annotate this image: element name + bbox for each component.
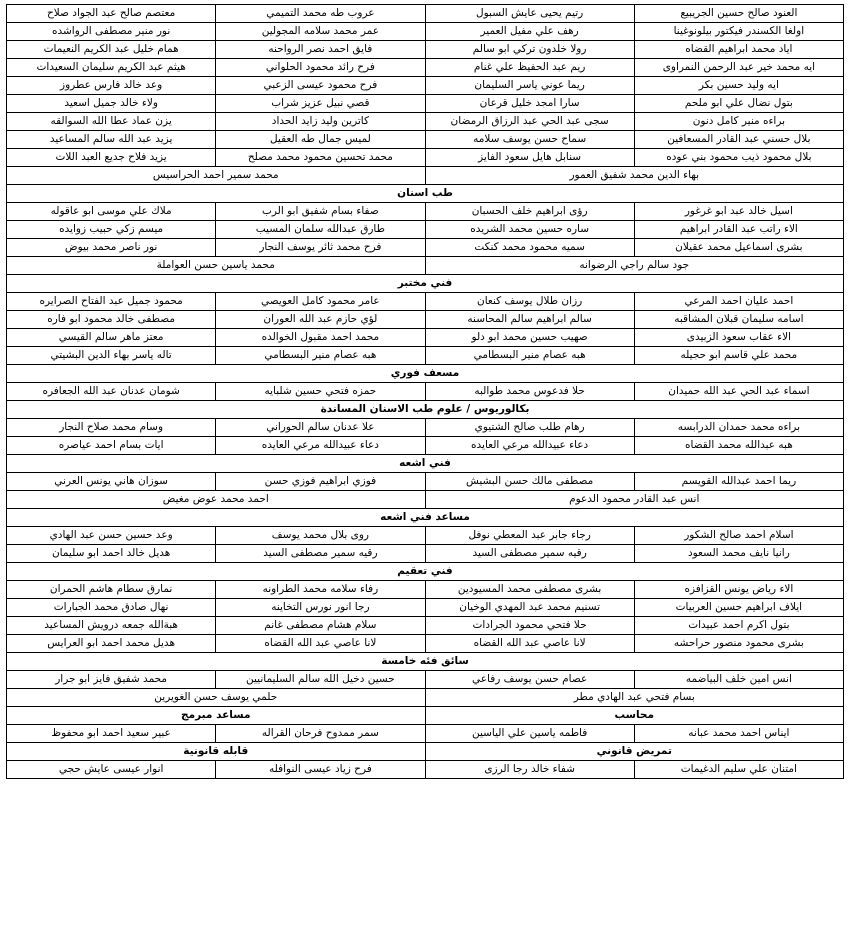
name-cell: ايناس احمد محمد عبانه [634,725,843,743]
table-row [7,113,844,131]
table-row [7,239,844,257]
table-row [7,185,844,203]
name-cell: محمود جميل عبد الفتاح الصرايره [7,293,216,311]
name-cell: سماح حسن يوسف سلامه [425,131,634,149]
name-cell: حلمي يوسف حسن الغويرين [7,689,426,707]
name-cell: اسماء عبد الحي عبد الله حميدان [634,383,843,401]
table-row [7,275,844,293]
table-row [7,725,844,743]
name-cell: وسام محمد صلاح النجار [7,419,216,437]
name-cell: شفاء خالد رجا الرزى [425,761,634,779]
section-header: فني اشعه [7,455,844,473]
section-header: محاسب [425,707,844,725]
name-cell: الاء راتب عبد القادر ابراهيم [634,221,843,239]
name-cell: صفاء بسام شفيق ابو الرب [216,203,425,221]
name-cell: لميس جمال طه العقيل [216,131,425,149]
name-cell: دعاء عبيدالله مرعي العايده [216,437,425,455]
table-row [7,617,844,635]
name-cell: هبه عصام منير البسطامي [425,347,634,365]
name-cell: عمر محمد سلامه المجولين [216,23,425,41]
table-row [7,491,844,509]
table-row [7,41,844,59]
name-cell: حمزه فتحي حسين شلبايه [216,383,425,401]
name-cell: اسامه سليمان قبلان المشاقبه [634,311,843,329]
table-row [7,599,844,617]
table-row [7,545,844,563]
name-cell: سوزان هاني يونس العرني [7,473,216,491]
name-cell: عامر محمود كامل العويصي [216,293,425,311]
name-cell: بتول اكرم احمد عبيدات [634,617,843,635]
name-cell: ايه وليد حسين بكر [634,77,843,95]
name-cell: اسيل خالد عبد ابو غرغور [634,203,843,221]
name-cell: يزيد عبد الله سالم المساعيد [7,131,216,149]
name-cell: العنود صالح حسين الجريبيع [634,5,843,23]
name-cell: رزان طلال يوسف كنعان [425,293,634,311]
name-cell: هبه عبدالله محمد القضاه [634,437,843,455]
name-cell: انس امين خلف البياضمه [634,671,843,689]
name-cell: حلا فتحي محمود الجرادات [425,617,634,635]
table-row [7,509,844,527]
table-row [7,329,844,347]
name-cell: فرح رائد محمود الحلواني [216,59,425,77]
name-cell: محمد علي قاسم ابو حجيله [634,347,843,365]
name-cell: هيثم عبد الكريم سليمان السعيدات [7,59,216,77]
name-cell: محمد احمد مقبول الخوالده [216,329,425,347]
name-cell: فرح محمود عيسى الزعبي [216,77,425,95]
name-cell: سلام هشام مصطفى غانم [216,617,425,635]
section-header: طب اسنان [7,185,844,203]
name-cell: براءه محمد حمدان الدرابسه [634,419,843,437]
name-cell: هبه عصام منير البسطامي [216,347,425,365]
name-cell: يزيد فلاح جديع العبد اللات [7,149,216,167]
name-cell: ريما احمد عبدالله القويسم [634,473,843,491]
table-row [7,401,844,419]
name-cell: رجاء جابر عبد المعطي نوفل [425,527,634,545]
name-cell: رانيا نايف محمد السعود [634,545,843,563]
name-cell: تاله ياسر بهاء الدين البشيتي [7,347,216,365]
table-row [7,59,844,77]
name-cell: محمد شفيق فايز ابو جرار [7,671,216,689]
name-cell: سجى عبد الحي عبد الرزاق الرمضان [425,113,634,131]
name-cell: بشرى اسماعيل محمد عقيلان [634,239,843,257]
name-cell: انس عبد القادر محمود الدعوم [425,491,844,509]
table-row [7,311,844,329]
table-row [7,707,844,725]
name-cell: وعد حسين حسن عبد الهادي [7,527,216,545]
section-header: سائق فئه خامسة [7,653,844,671]
name-cell: شومان عدنان عبد الله الجعافره [7,383,216,401]
name-cell: فرح محمد ثائر يوسف النجار [216,239,425,257]
table-row [7,5,844,23]
table-row [7,23,844,41]
name-cell: عصام حسن يوسف رفاعي [425,671,634,689]
name-cell: همام خليل عبد الكريم النعيمات [7,41,216,59]
name-cell: ريم عبد الحفيظ علي غنام [425,59,634,77]
table-row [7,635,844,653]
name-cell: لؤي حازم عبد الله العوران [216,311,425,329]
table-row [7,689,844,707]
name-cell: معتز ماهر سالم القيسي [7,329,216,347]
name-cell: سنابل هايل سعود الفايز [425,149,634,167]
name-cell: جود سالم راجي الرضوانه [425,257,844,275]
name-cell: رؤى ابراهيم خلف الحسبان [425,203,634,221]
name-cell: سالم ابراهيم سالم المحاسنه [425,311,634,329]
table-row [7,365,844,383]
table-row [7,455,844,473]
name-cell: كاترين وليد زايد الحداد [216,113,425,131]
name-cell: رهام طلب صالح الشتيوي [425,419,634,437]
name-cell: رهف علي مفيل العمير [425,23,634,41]
table-row [7,149,844,167]
table-row [7,743,844,761]
name-cell: رقيه سمير مصطفى السيد [425,545,634,563]
name-cell: بلال حسني عبد القادر المسعافين [634,131,843,149]
name-cell: امتنان علي سليم الدغيمات [634,761,843,779]
section-header: بكالوريوس / علوم طب الاسنان المساندة [7,401,844,419]
name-cell: مصطفى مالك حسن البشيش [425,473,634,491]
name-cell: معتصم صالح عبد الجواد صلاح [7,5,216,23]
section-header: قابله قانونية [7,743,426,761]
name-cell: محمد سمير احمد الحراسيس [7,167,426,185]
table-row [7,203,844,221]
table-row [7,383,844,401]
table-row [7,527,844,545]
table-body [7,5,844,779]
name-cell: ايلاف ابراهيم حسين العربيات [634,599,843,617]
name-cell: رتيم يحيى عايش السبول [425,5,634,23]
name-cell: احمد عليان احمد المرعي [634,293,843,311]
table-row [7,293,844,311]
section-header: مساعد فني اشعه [7,509,844,527]
name-cell: بسام فتحي عبد الهادي مطر [425,689,844,707]
name-cell: عروب طه محمد التميمي [216,5,425,23]
name-cell: رفاء سلامه محمد الطراونه [216,581,425,599]
table-row [7,131,844,149]
name-cell: نور ناصر محمد بيوض [7,239,216,257]
table-row [7,257,844,275]
name-cell: الاء عقاب سعود الزبيدى [634,329,843,347]
section-header: مساعد مبرمج [7,707,426,725]
name-cell: روى بلال محمد يوسف [216,527,425,545]
table-row [7,473,844,491]
name-cell: لانا عاصي عبد الله القضاه [216,635,425,653]
name-cell: تسنيم محمد عبد المهدي الوخيان [425,599,634,617]
name-cell: رقيه سمير مصطفى السيد [216,545,425,563]
table-row [7,563,844,581]
name-cell: ريما عوني ياسر السليمان [425,77,634,95]
name-cell: قصي نبيل عزيز شراب [216,95,425,113]
name-cell: لانا عاصي عبد الله القضاه [425,635,634,653]
name-cell: ولاء خالد جميل اسعيد [7,95,216,113]
name-cell: سارا امجد خليل قرعان [425,95,634,113]
name-cell: بشرى مصطفى محمد المسيودين [425,581,634,599]
name-cell: بتول نضال علي ابو ملحم [634,95,843,113]
table-row [7,77,844,95]
name-cell: بشرى محمود منصور حراحشه [634,635,843,653]
name-cell: محمد ياسين حسن العواملة [7,257,426,275]
name-cell: فوزي ابراهيم فوزي حسن [216,473,425,491]
table-row [7,581,844,599]
name-cell: انوار عيسى عايش حجي [7,761,216,779]
name-cell: ايات بسام احمد عياصره [7,437,216,455]
name-cell: دعاء عبيدالله مرعي العايده [425,437,634,455]
table-row [7,653,844,671]
name-cell: ساره حسين محمد الشريده [425,221,634,239]
name-cell: فاطمه ياسين علي الياسين [425,725,634,743]
table-row [7,347,844,365]
name-cell: علا عدنان سالم الحوراني [216,419,425,437]
name-cell: الاء رياض يونس القزافزه [634,581,843,599]
section-header: مسعف فوري [7,365,844,383]
name-cell: بهاء الدين محمد شفيق العمور [425,167,844,185]
table-row [7,419,844,437]
name-cell: حلا فدعوس محمد طوالبه [425,383,634,401]
name-cell: نور منير مصطفى الرواشده [7,23,216,41]
name-cell: براءه منير كامل دنون [634,113,843,131]
name-cell: رولا خلدون تركي ابو سالم [425,41,634,59]
name-cell: فايق احمد نصر الرواحنه [216,41,425,59]
section-header: فني تعقيم [7,563,844,581]
name-cell: نمارق سطام هاشم الحمران [7,581,216,599]
name-cell: ميسم زكي حبيب زوايده [7,221,216,239]
name-cell: بلال محمود ذيب محمود بني عوده [634,149,843,167]
name-cell: هبةالله جمعه درويش المساعيد [7,617,216,635]
candidates-table [6,4,844,779]
name-cell: وعد خالد فارس عطروز [7,77,216,95]
name-cell: رجا انور نورس التخاينه [216,599,425,617]
table-row [7,437,844,455]
name-cell: يزن عماد عطا الله السوالقه [7,113,216,131]
name-cell: ايه محمد خير عبد الرحمن النمراوى [634,59,843,77]
name-cell: حسين دخيل الله سالم السليمانيين [216,671,425,689]
table-row [7,167,844,185]
name-cell: محمد تحسين محمود محمد مصلح [216,149,425,167]
name-cell: سمر ممدوح فرحان القراله [216,725,425,743]
name-cell: اياد محمد ابراهيم القضاه [634,41,843,59]
name-cell: اولغا الكسندر فيكتور بيلونوغينا [634,23,843,41]
table-row [7,221,844,239]
section-header: تمريض قانوني [425,743,844,761]
name-cell: عبير سعيد احمد ابو محفوظ [7,725,216,743]
name-cell: ملاك علي موسى ابو عاقوله [7,203,216,221]
table-row [7,671,844,689]
name-cell: طارق عبدالله سلمان المسيب [216,221,425,239]
name-cell: صهيب حسين محمد ابو دلو [425,329,634,347]
name-cell: هديل خالد احمد ابو سليمان [7,545,216,563]
name-cell: سميه محمود محمد كنكت [425,239,634,257]
section-header: فني مختبر [7,275,844,293]
name-cell: نهال صادق محمد الجبارات [7,599,216,617]
name-cell: مصطفى خالد محمود ابو فاره [7,311,216,329]
name-cell: هديل محمد احمد ابو العرايس [7,635,216,653]
name-cell: فرح زياد عيسى النوافله [216,761,425,779]
name-cell: احمد محمد عوض مغيض [7,491,426,509]
name-cell: اسلام احمد صالح الشكور [634,527,843,545]
table-row [7,761,844,779]
table-row [7,95,844,113]
